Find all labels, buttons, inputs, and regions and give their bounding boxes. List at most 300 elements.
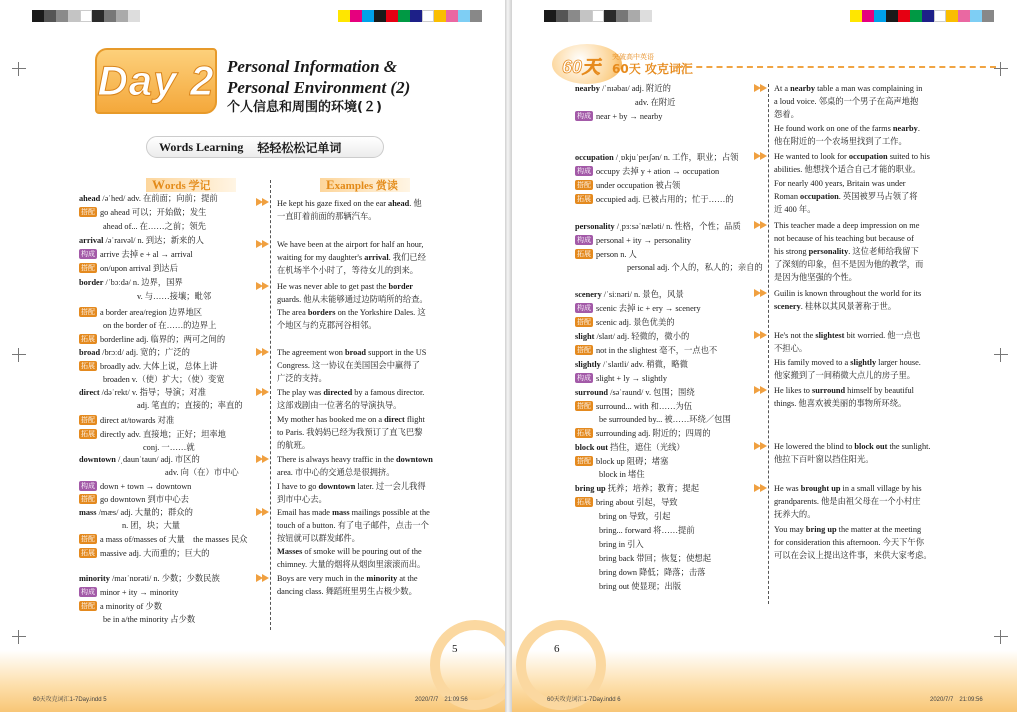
highlighted-word: minority [366,574,398,583]
entry-tag-badge: 构成 [81,482,95,490]
highlighted-word: occupation [848,152,888,161]
word-entry-line [79,587,178,599]
example-sentence-line [774,483,922,495]
example-text: The area [277,308,308,317]
highlighted-word: surround [812,386,846,395]
example-text: 广泛的支持。 [277,374,327,383]
example-sentence-line [277,211,377,223]
example-text: The agreement won [277,348,345,357]
word-entry-line [575,483,699,495]
example-text: waiting for my daughter's [277,253,365,262]
entry-text: bring in 引入 [599,540,644,549]
entry-text: scenic adj. 景色优美的 [596,318,675,327]
example-text: . [917,124,920,133]
word-entry-line [79,235,204,247]
example-text: table a man was complaining in [815,84,923,93]
example-text: 他在附近的一个农场里找到了工作。 [774,137,907,146]
example-text: not because of his teaching but because of [774,234,914,243]
word-entry-line [103,374,225,386]
entry-text: on/upon arrival 到达后 [100,264,178,273]
example-sentence-line [774,330,920,342]
highlighted-word: directed [323,388,353,397]
entry-text: bring on 导致，引起 [599,512,671,521]
column-divider [270,180,271,630]
headword: nearby [575,84,600,93]
entry-text: minor + ity → minority [100,588,179,597]
example-text: He was never able to get past the [277,282,389,291]
example-text: 按钮就可以群发邮件。 [277,534,360,543]
example-text: for consideration this afternoon. 今天下午你 [774,538,925,547]
word-entry-line [635,97,675,109]
word-entry-line [575,331,689,343]
example-sentence-line [774,301,896,313]
file-info: 60天攻克词汇1-7Day.indd 5 [33,697,107,703]
example-text: . 英国被罗马占领了将 [838,192,918,201]
example-text: 了深刻的印象，但不是因为他的教学，而 [774,260,924,269]
entry-text: arrive 去掉 e + al → arrival [100,250,193,259]
example-sentence-line [277,281,413,293]
entry-text: bring back 带回；恢复；使想起 [599,554,711,563]
example-text: Guilin is known throughout the world for its [774,289,922,298]
example-sentence-line [774,441,931,453]
entry-text: bring out 使显现；出版 [599,582,682,591]
entry-text: /ˈbɔːdə/ n. 边界，国界 [103,278,183,287]
highlighted-word: scenery [774,302,801,311]
arrow-icon [262,282,269,290]
entry-text: a border area/region 边界地区 [100,308,203,317]
example-text: Boys are very much in the [277,574,367,583]
example-text: 他家搬到了一间稍微大点儿的房子里。 [774,371,916,380]
word-entry-line [79,601,162,613]
entry-text: /dəˈrekt/ v. 指导；导演；对准 [99,388,206,397]
word-entry-line [599,469,645,481]
word-entry-line [103,614,195,626]
headword: direct [79,388,100,397]
example-text: Roman [774,192,801,201]
example-sentence-line [774,398,906,410]
page-title-cn: 个人信息和周围的环境(２) [227,100,382,115]
highlighted-word: direct [384,415,405,424]
example-text: This teacher made a deep impression on me [774,221,920,230]
example-sentence-line [774,123,920,135]
example-text: suited to his [887,152,930,161]
example-sentence-line [277,427,422,439]
word-entry-line [79,277,183,289]
word-entry-line [575,111,662,123]
arrow-icon [760,221,767,229]
example-text: the sunlight. [887,442,931,451]
example-sentence-line [277,454,433,466]
highlighted-word: border [388,282,413,291]
entry-text: person n. 人 [596,250,637,259]
example-text: At a [774,84,791,93]
example-sentence-line [277,440,310,452]
example-text: 怨着。 [774,110,799,119]
file-timestamp: 2020/7/7 21:09:56 [415,697,468,703]
right-page [512,0,1017,712]
example-text: by a famous director. [352,388,425,397]
book-logo: 60天 [552,44,622,84]
highlighted-word: ahead [388,199,410,208]
entry-text: down + town → downtown [100,482,192,491]
example-text: For nearly 400 years, Britain was under [774,179,906,188]
headword: ahead [79,194,101,203]
example-text: of smoke will be pouring out of the [302,547,422,556]
left-page [0,0,505,712]
entry-text: /ˈsiːnəri/ n. 景色，风景 [601,290,684,299]
word-entry-line [79,249,193,261]
highlighted-word: downtown [318,482,356,491]
headword: slightly [575,360,601,369]
entry-text: /ˌɒkjuˈpeɪʃən/ n. 工作，职业；占领 [613,153,739,162]
example-text: 是因为他坚强的个性。 [774,273,857,282]
example-text: His family moved to a [774,358,851,367]
example-text: abilities. 他想找个适合自己才能的职业。 [774,165,921,174]
entry-tag-badge: 拓展 [81,362,95,370]
entry-text: /mæs/ adj. 大量的；群众的 [96,508,193,517]
example-sentence-line [277,198,422,210]
page-title: Personal Information & Personal Environment (2) [227,57,411,97]
example-sentence-line [774,178,906,190]
word-entry-line [79,573,220,585]
entry-text: 抚养；培养；教育；提起 [605,484,700,493]
highlighted-word: bring up [805,525,837,534]
headword: personality [575,222,615,231]
entry-text: on the border of 在……的边界上 [103,321,217,330]
highlighted-word: nearby [790,84,816,93]
highlighted-word: slightest [815,331,845,340]
example-text: mailings possible at the [349,508,430,517]
word-entry-line [165,467,239,479]
example-text: He wanted to look for [774,152,849,161]
example-text: 不担心。 [774,344,808,353]
entry-text: surrounding adj. 附近的；四周的 [596,429,711,438]
arrow-icon [760,84,767,92]
highlighted-word: block out [854,442,888,451]
headword: slight [575,332,595,341]
example-sentence-line [277,586,417,598]
example-text: . 这位老师给我留下 [848,247,919,256]
example-sentence-line [774,220,919,232]
entry-text: /ˌpɜːsəˈnæləti/ n. 性格，个性；品质 [614,222,741,231]
crop-mark [12,62,26,76]
entry-tag-badge: 搭配 [577,318,591,326]
example-text: 他拉下百叶窗以挡住阳光。 [774,455,874,464]
logo-subtitle: 突破高中英语 [612,53,654,61]
entry-tag-badge: 拓展 [577,498,591,506]
example-text: I have to go [277,482,319,491]
word-entry-line [599,567,705,579]
word-entry-line [575,83,671,95]
word-entry-line [79,193,218,205]
entry-text: /slaɪt/ adj. 轻微的，微小的 [594,332,690,341]
example-text: 可以在会议上提出这件事，来供大家考虑。 [774,551,932,560]
entry-tag-badge: 搭配 [81,208,95,216]
headword: broad [79,348,101,357]
entry-tag-badge: 构成 [577,304,591,312]
entry-text: bring... forward 将……提前 [599,526,695,535]
word-entry-line [599,414,731,426]
example-sentence-line [774,151,930,163]
arrow-icon [262,240,269,248]
arrow-icon [760,152,767,160]
example-sentence-line [774,259,923,271]
entry-tag-badge: 构成 [577,112,591,120]
example-sentence-line [277,494,327,506]
entry-text: /brɔːd/ adj. 宽的；广泛的 [100,348,190,357]
entry-text: a minority of 少数 [100,602,162,611]
column-divider [768,84,769,604]
example-text: the matter at the meeting [836,525,922,534]
example-text: a loud voice. 邻桌的一个男子在高声地抱 [774,97,919,106]
word-entry-line [575,317,675,329]
entry-tag-badge: 拓展 [81,549,95,557]
entry-text: direct at/towards 对准 [100,416,175,425]
logo-title: 60天 攻克词汇 [612,62,693,76]
example-sentence-line [774,96,918,108]
example-text: 的航班。 [277,441,311,450]
example-text: 在机场半个小时了，等待女儿的到来。 [277,266,419,275]
example-sentence-line [774,246,919,258]
entry-text: directly adv. 直接地；正好；坦率地 [100,430,226,439]
entry-text: /maɪˈnɒrəti/ n. 少数；少数民族 [109,574,220,583]
entry-tag-badge: 构成 [577,167,591,175]
arrow-icon [262,388,269,396]
entry-text: broaden v.（使）扩大；（使）变宽 [103,375,225,384]
entry-text: be surrounded by... 被……环绕／包围 [599,415,731,424]
entry-tag-badge: 构成 [577,236,591,244]
word-entry-line [599,511,670,523]
example-text: flight [404,415,425,424]
section-banner: Words Learning 轻轻松松记单词 [146,136,384,158]
headword: border [79,278,104,287]
word-entry-line [122,520,180,532]
word-entry-line [575,387,695,399]
example-sentence-line [774,454,874,466]
example-text: He was [774,484,801,493]
example-sentence-line [774,136,907,148]
example-sentence-line [774,204,816,216]
entry-text: adv. 向（在）市中心 [165,468,239,477]
registration-gray-bar [544,10,652,22]
entry-text: bring about 引起，导致 [596,498,678,507]
word-entry-line [79,415,174,427]
entry-text: /əˈraɪvəl/ n. 到达；新来的人 [103,236,204,245]
book-spine [505,0,512,712]
word-entry-line [599,581,681,593]
word-entry-line [137,291,211,303]
word-entry-line [79,361,218,373]
arrow-icon [262,508,269,516]
entry-tag-badge: 拓展 [577,429,591,437]
example-text: 个地区与约克郡河谷相邻。 [277,321,377,330]
example-sentence-line [277,507,430,519]
word-entry-line [79,429,226,441]
arrow-icon [760,442,767,450]
example-text: his strong [774,247,809,256]
file-timestamp: 2020/7/7 21:09:56 [930,697,983,703]
highlighted-word: brought up [800,484,841,493]
word-entry-line [627,262,763,274]
highlighted-word: personality [808,247,849,256]
entry-text: not in the slightest 毫不，一点也不 [596,346,718,355]
example-text: on the Yorkshire Dales. 这 [335,308,426,317]
entry-tag-badge: 搭配 [81,308,95,316]
example-text: My mother has booked me on a [277,415,385,424]
arrow-icon [760,331,767,339]
headword: surround [575,388,609,397]
entry-text: /ˌdaunˈtaun/ adj. 市区的 [115,455,200,464]
entry-tag-badge: 搭配 [81,264,95,272]
word-entry-line [79,454,200,466]
entry-text: occupy 去掉 y + ation → occupation [596,167,720,176]
word-entry-line [575,180,680,192]
word-entry-line [575,221,741,233]
example-sentence-line [774,537,924,549]
example-sentence-line [774,83,922,95]
example-sentence-line [277,533,360,545]
entry-tag-badge: 拓展 [81,335,95,343]
headword: arrival [79,236,104,245]
highlighted-word: nearby [892,124,918,133]
entry-text: /ˈslaɪtli/ adv. 稍微，略微 [600,360,688,369]
word-entry-line [575,289,684,301]
headword: scenery [575,290,602,299]
entry-text: /əˈhed/ adv. 在前面；向前；提前 [100,194,218,203]
example-text: . 他 [409,199,422,208]
example-text: to Paris. 我妈妈已经为我预订了直飞巴黎 [277,428,423,437]
example-text: himself by beautiful [845,386,914,395]
entry-tag-badge: 搭配 [81,602,95,610]
highlighted-word: mass [332,508,350,517]
entry-tag-badge: 构成 [81,588,95,596]
entry-text: go ahead 可以；开始做；发生 [100,208,207,217]
entry-text: block in 堵住 [599,470,645,479]
entry-text: surround... with 和……为伍 [596,402,693,411]
example-sentence-line [277,373,327,385]
entry-text: massive adj. 大而重的；巨大的 [100,549,210,558]
example-sentence-line [774,272,857,284]
entry-tag-badge: 搭配 [577,346,591,354]
entry-text: under occupation 被占领 [596,181,681,190]
highlighted-word: borders [307,308,336,317]
entry-tag-badge: 搭配 [81,495,95,503]
entry-text: personal adj. 个人的，私人的；亲自的 [627,263,763,272]
example-text: 到市中心去。 [277,495,327,504]
example-text: He likes to [774,386,813,395]
example-sentence-line [774,191,918,203]
example-sentence-line [277,294,428,306]
page-number: 5 [452,643,458,655]
word-entry-line [599,525,695,537]
example-text: area. 市中心的交通总是很拥挤。 [277,468,395,477]
example-text: larger house. [876,358,921,367]
word-entry-line [143,442,195,454]
entry-text: scenic 去掉 ic + ery → scenery [596,304,701,313]
entry-text: conj. 一……就 [143,443,195,452]
crop-mark [12,630,26,644]
word-entry-line [79,307,202,319]
word-entry-line [79,387,206,399]
headword: downtown [79,455,116,464]
entry-text: adv. 在附近 [635,98,676,107]
word-entry-line [575,194,734,206]
example-text: He's not the [774,331,816,340]
word-entry-line [79,534,247,546]
word-entry-line [575,401,692,413]
example-text: Email has made [277,508,333,517]
entry-text: slight + ly → slightly [596,374,668,383]
arrow-icon [262,198,269,206]
word-entry-line [575,428,711,440]
example-sentence-line [277,520,429,532]
example-sentence-line [277,252,426,264]
entry-tag-badge: 搭配 [81,416,95,424]
example-sentence-line [277,467,395,479]
entry-text: /səˈraund/ v. 包围；围绕 [608,388,695,397]
example-sentence-line [277,573,418,585]
example-sentence-line [774,385,914,397]
example-sentence-line [774,164,921,176]
example-text: support in the US [366,348,427,357]
example-sentence-line [277,387,424,399]
example-sentence-line [277,307,426,319]
entry-tag-badge: 构成 [577,374,591,382]
example-sentence-line [277,546,422,558]
example-text: He kept his gaze fixed on the ear [277,199,389,208]
entry-text: v. 与……接壤；毗邻 [137,292,212,301]
example-text: He lowered the blind to [774,442,855,451]
example-text: You may [774,525,806,534]
example-sentence-line [277,481,426,493]
word-entry-line [575,249,637,261]
file-info: 60天攻克词汇1-7Day.indd 6 [547,697,621,703]
highlighted-word: broad [344,348,367,357]
example-text: chimney. 大量的烟将从烟囱里滚滚而出。 [277,560,426,569]
entry-tag-badge: 搭配 [577,402,591,410]
highlighted-word: slightly [850,358,877,367]
entry-tag-badge: 搭配 [577,181,591,189]
arrow-icon [760,386,767,394]
entry-text: /ˈnɪəbaɪ/ adj. 附近的 [599,84,671,93]
example-text: grandparents. 他是由祖父母在一个小村庄 [774,497,921,506]
registration-gray-bar [32,10,140,22]
page-number: 6 [554,643,560,655]
word-entry-line [575,235,691,247]
example-text: . 桂林以其风景著称于世。 [800,302,897,311]
example-sentence-line [774,357,921,369]
example-text: We have been at the airport for half an hour, [277,240,424,249]
word-entry-line [79,334,225,346]
crop-mark [994,348,1008,362]
example-text: 抚养大的。 [774,510,816,519]
example-sentence-line [774,233,914,245]
entry-tag-badge: 搭配 [81,535,95,543]
word-entry-line [79,263,178,275]
headword: occupation [575,153,614,162]
header-rule [676,66,996,68]
examples-column-header: Examples 赏读 [320,178,410,192]
example-text: bit worried. 他一点也 [844,331,921,340]
word-entry-line [575,442,685,454]
word-entry-line [79,494,189,506]
highlighted-word: downtown [395,455,433,464]
word-entry-line [103,221,206,233]
entry-text: block up 阻碍；堵塞 [596,457,669,466]
arrow-icon [262,455,269,463]
example-text: dancing class. 舞蹈班里男生占极少数。 [277,587,417,596]
entry-tag-badge: 构成 [81,250,95,258]
